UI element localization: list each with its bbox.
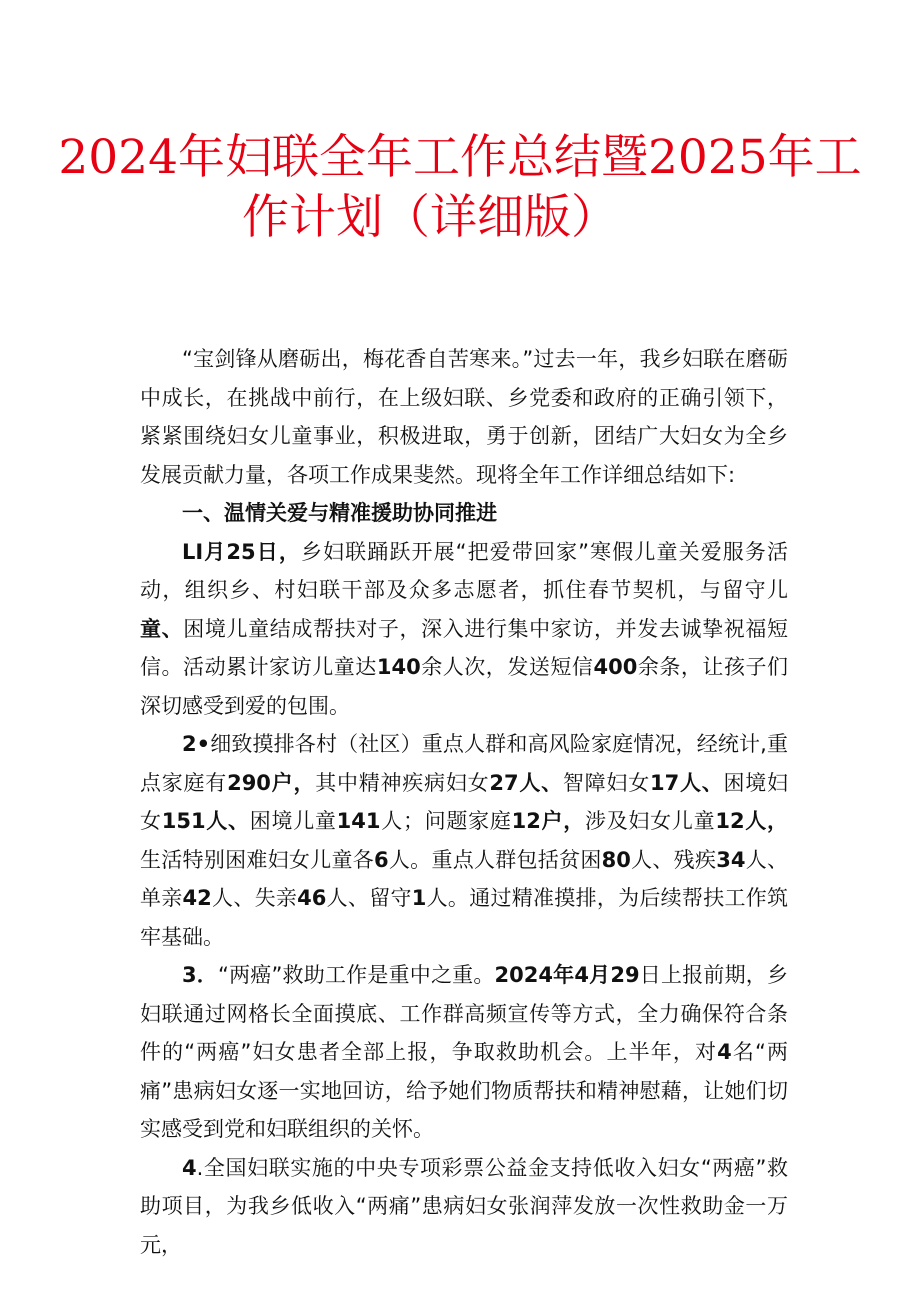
p2-bold: 27人、 [489, 770, 563, 795]
p1-text: 乡妇联踊跃开展“把爱带回家”寒假儿童关爱服务活动，组织乡、村妇联干部及众多志愿者，抓住春节契机，与留守儿 [140, 539, 789, 602]
p1-text: 困境儿童结成帮扶对子，深入进行集中家访，并发去诚挚祝福短信。活动累计家访儿童达 [140, 616, 789, 679]
p1-lead: LI月25日， [182, 539, 301, 564]
p2-text: 生活特别困难妇女儿童各 [140, 847, 374, 872]
p2-text: 人、单亲 [140, 847, 789, 910]
p2-bold: 12人， [715, 809, 789, 833]
p2-text: 人、留守 [326, 886, 412, 910]
p4-text: .全国妇联实施的中央专项彩票公益金支持低收入妇女“两癌”救助项目，为我乡低收入“两痛”患病妇女张润萍发放一次性救助金一万元， [140, 1155, 788, 1257]
p1-text: 余人次，发送短信 [420, 655, 594, 679]
p3-text: “两癌”救助工作是重中之重。 [218, 963, 495, 987]
p2-bold: 151人、 [161, 809, 250, 833]
p2-text: 人；问题家庭 [380, 809, 512, 833]
p2-bold: 80 [601, 847, 631, 872]
p2-bold: 17人、 [649, 770, 724, 795]
document-title-line2: 作计划（详细版） [242, 190, 618, 245]
p3-bold: 4 [717, 1040, 732, 1064]
p2-bold: 6 [374, 847, 389, 872]
p1-bold: 140 [376, 655, 421, 679]
p3-text: 日上报前期，乡妇联通过网格长全面摸底、工作群高频宣传等方式，全力确保符合条件的“两癌”妇女患者全部上报，争取救助机会。上半年，对 [140, 963, 788, 1064]
p2-text: 困境妇女 [140, 770, 789, 833]
p2-text: 困境儿童 [249, 809, 337, 833]
p2-text: 人。重点人群包括贫困 [388, 847, 602, 872]
p2-bold: 1 [411, 886, 427, 910]
p2-text: 智障妇女 [562, 770, 650, 795]
p2-lead: 2• [182, 732, 211, 756]
p2-bold: 42 [182, 886, 212, 910]
p2-text: 人。通过精准摸排，为后续帮扶工作筑牢基础。 [140, 886, 789, 949]
p4-lead: 4 [182, 1155, 197, 1180]
p1-text: 余条，让孩子们深切感受到爱的包围。 [140, 655, 789, 718]
document-body [140, 340, 788, 1264]
section1-heading: 一、温情关爱与精准援助协同推进 [182, 501, 497, 525]
paragraph-3 [140, 956, 788, 1149]
p2-bold: 34 [716, 847, 746, 872]
p2-text: 其中精神疾病妇女 [315, 770, 490, 795]
intro-paragraph: “宝剑锋从磨砺出，梅花香自苦寒来。”过去一年，我乡妇联在磨砺中成长，在挑战中前行，在上级妇联、乡党委和政府的正确引领下，紧紧围绕妇女儿童事业，积极进取，勇于创新，团结广大妇女为全乡发展贡献力量，各项工作成果斐然。现将全年工作详细总结如下: [140, 347, 788, 487]
p2-text: 人、残疾 [630, 847, 717, 872]
p2-text: 细致摸排各村（社区）重点人群和高风险家庭情况，经统计,重点家庭有 [140, 732, 788, 795]
p3-bold: 2024年4月29 [494, 963, 640, 987]
p3-lead: 3． [182, 963, 219, 987]
p2-text: 涉及妇女儿童 [584, 809, 716, 833]
p2-bold: 141 [336, 809, 381, 833]
paragraph-4 [140, 1149, 788, 1265]
p2-bold: 46 [297, 886, 327, 910]
document-title-line1: 2024年妇联全年工作总结暨2025年工 [58, 130, 862, 185]
p1-bold: 童、 [140, 616, 184, 641]
p1-bold: 400 [593, 655, 638, 679]
p2-bold: 12户， [511, 809, 585, 833]
p2-bold: 290户， [227, 770, 316, 795]
p3-text: 名“两痛”患病妇女逐一实地回访，给予她们物质帮扶和精神慰藉，让她们切实感受到党和妇联组织的关怀。 [140, 1040, 788, 1141]
p2-text: 人、失亲 [211, 886, 298, 910]
paragraph-2 [140, 725, 788, 956]
paragraph-1 [140, 533, 788, 726]
